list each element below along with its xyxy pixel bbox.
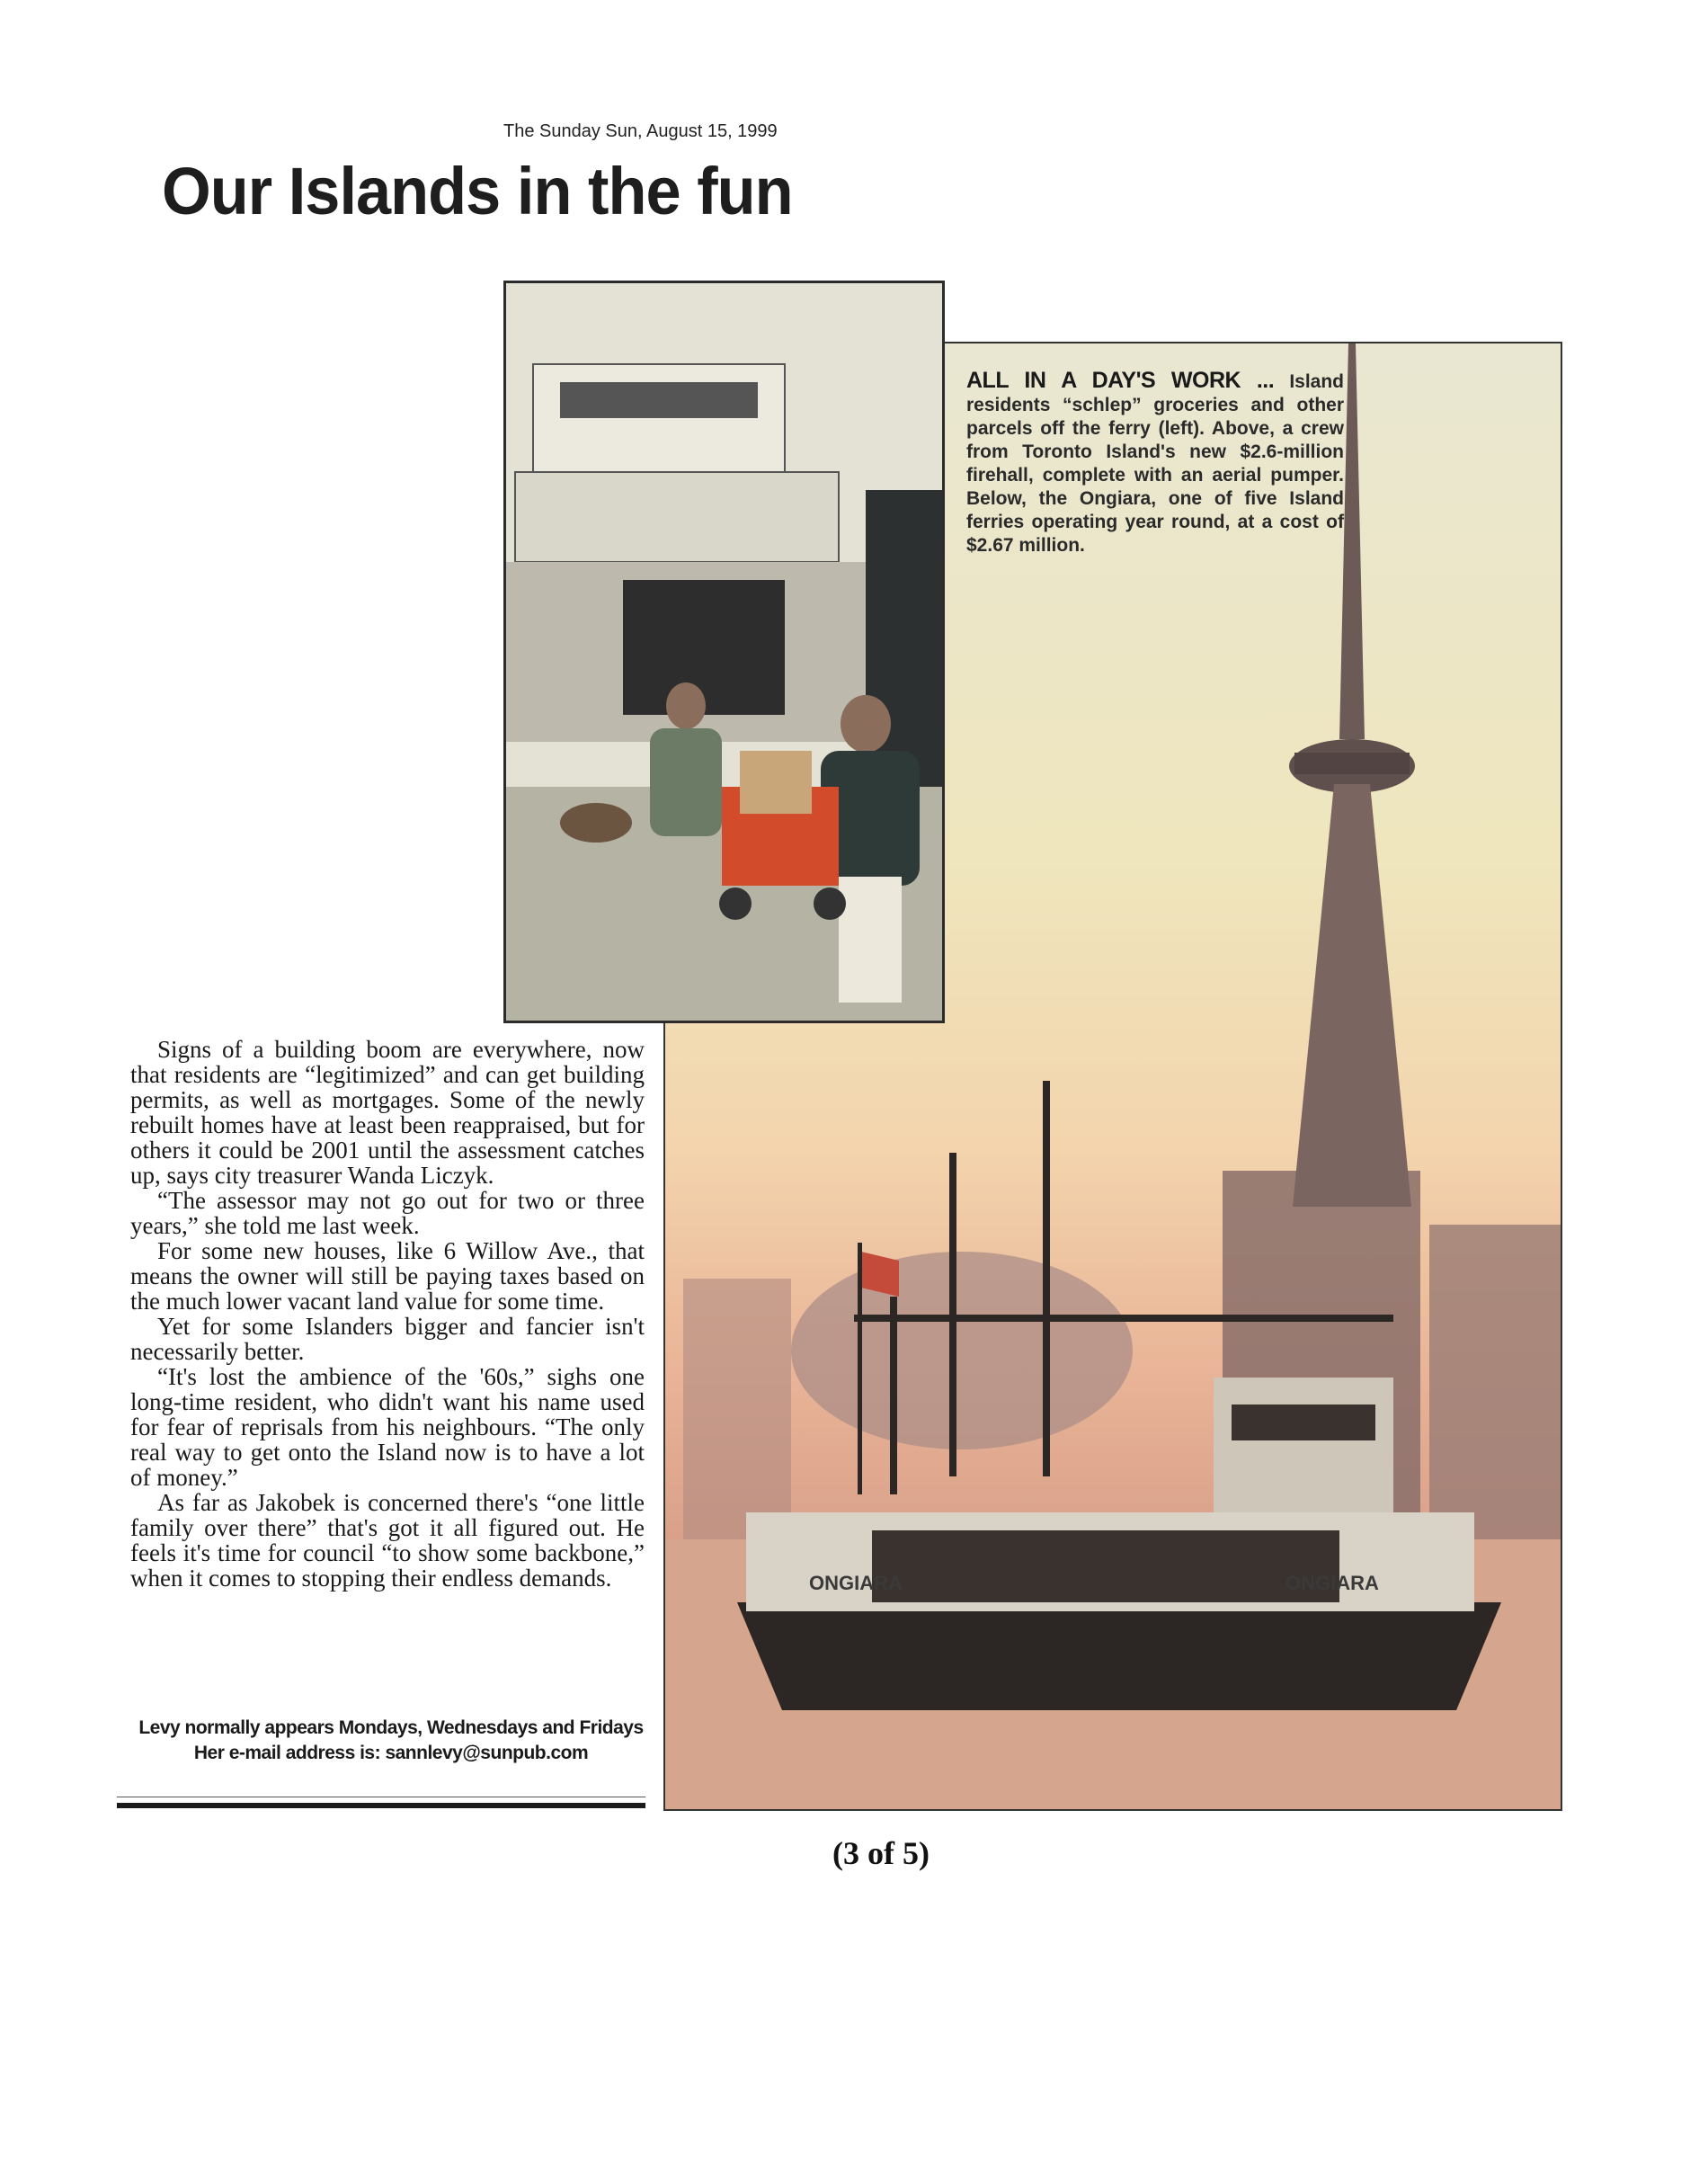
tagline-schedule: Levy normally appears Mondays, Wednesdays and Fridays	[138, 1717, 644, 1738]
article-body	[130, 1037, 645, 1591]
article-paragraph: “It's lost the ambience of the '60s,” sighs one long-time resident, who didn't want his name used for fear of reprisals from his neighbours. “The only real way to get onto the Island now is to have a lot of money.”	[130, 1363, 645, 1491]
dateline: The Sunday Sun, August 15, 1999	[503, 121, 778, 141]
ferry-passengers-photo	[503, 281, 945, 1023]
caption-kicker: ALL IN A DAY'S WORK ...	[966, 368, 1275, 393]
ferry-name-left: ONGIARA	[809, 1572, 903, 1594]
article-paragraph: Yet for some Islanders bigger and fancier isn't necessarily better.	[130, 1313, 645, 1365]
divider-thick	[117, 1803, 645, 1808]
article-paragraph: “The assessor may not go out for two or three years,” she told me last week.	[130, 1187, 645, 1239]
article-paragraph: Signs of a building boom are everywhere, now that residents are “legitimized” and can get building permits, as well as mortgages. Some of the newly rebuilt homes have at least been reappraised, but for others it could be 2001 until the assessment catches up, says city treasurer Wanda Liczyk.	[130, 1036, 645, 1189]
article-paragraph: As far as Jakobek is concerned there's “one little family over there” that's got it all figured out. He feels it's time for council “to show some backbone,” when it comes to stopping their endless demands.	[130, 1489, 645, 1592]
author-tagline	[130, 1716, 652, 1766]
tagline-email: Her e-mail address is: sannlevy@sunpub.com	[193, 1743, 589, 1763]
headline: Our Islands in the fun	[162, 154, 793, 228]
article-paragraph: For some new houses, like 6 Willow Ave., that means the owner will still be paying taxes based on the much lower vacant land value for some time.	[130, 1237, 645, 1315]
photo-caption	[966, 369, 1344, 557]
page-number: (3 of 5)	[832, 1835, 930, 1871]
caption-body: Island residents “schlep” groceries and other parcels off the ferry (left). Above, a crew from Toronto Island's new $2.6-million firehall, complete with an aerial pumper. Below, the Ongiara, one of five Island ferries operating year round, at a cost of $2.67 million.	[966, 371, 1344, 556]
ferry-name-right: ONGIARA	[1285, 1572, 1379, 1594]
